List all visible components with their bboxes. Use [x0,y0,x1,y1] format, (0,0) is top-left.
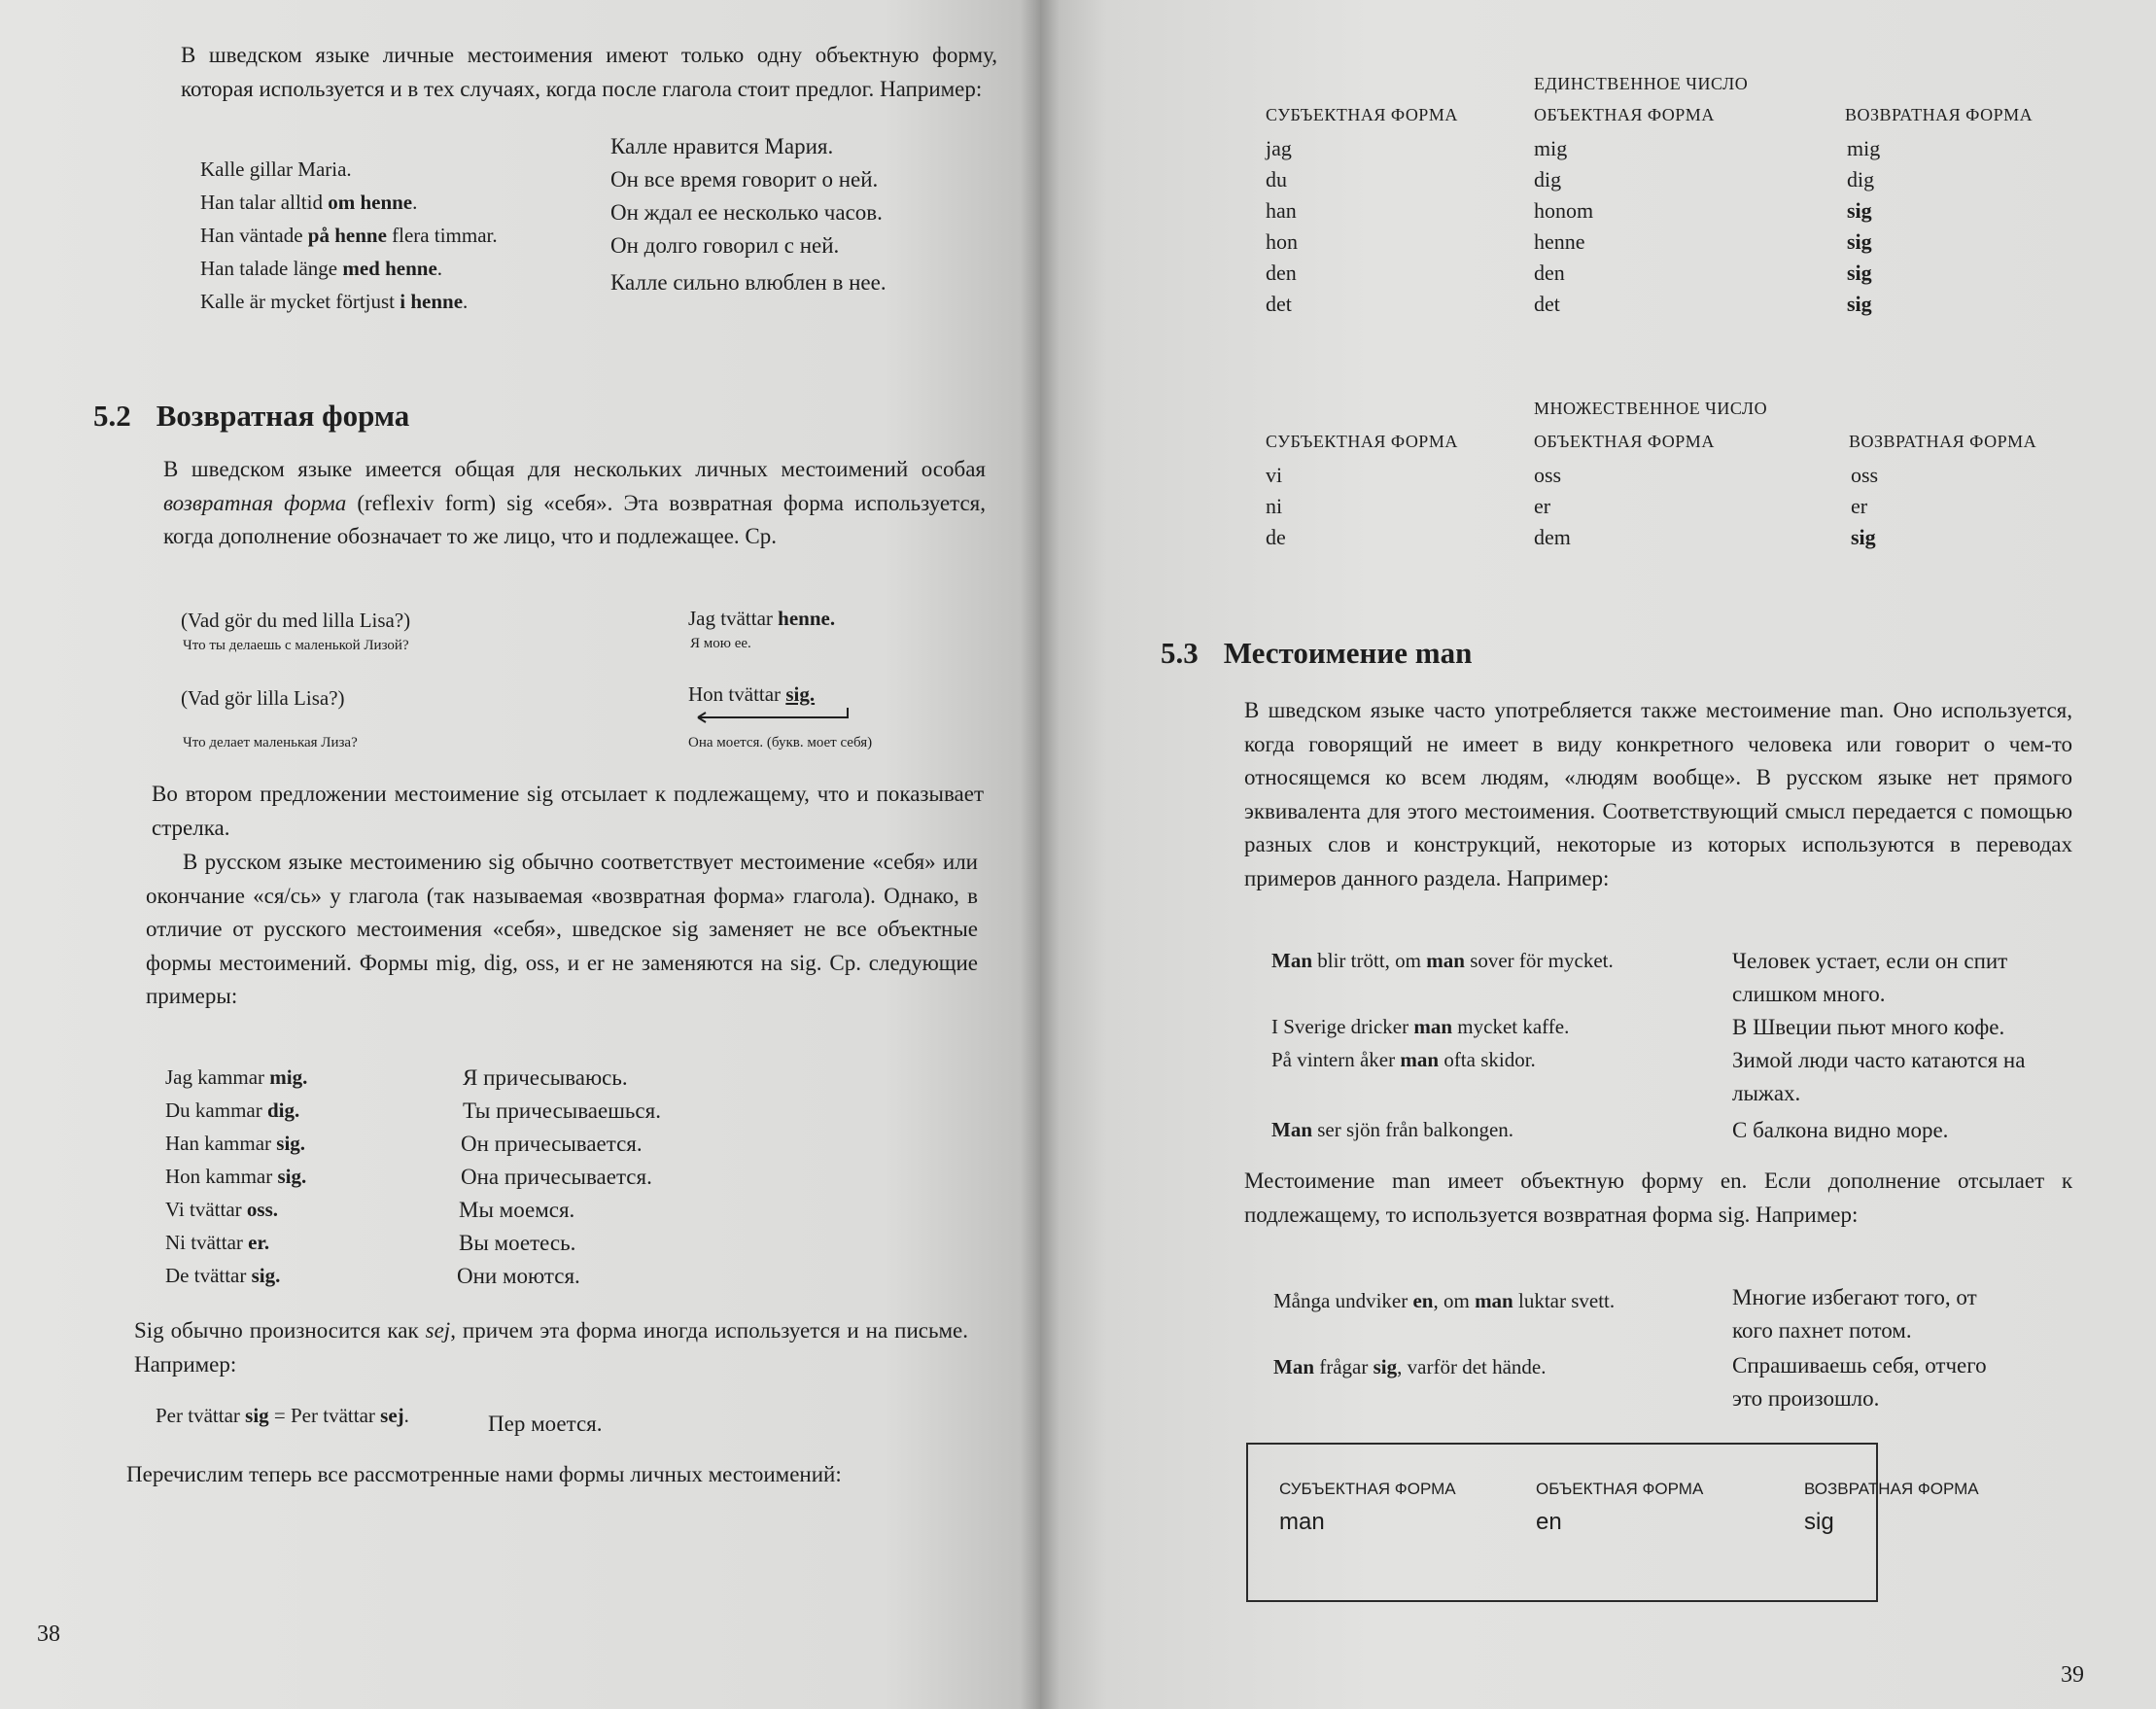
section-heading-5-2: 5.2 Возвратная форма [93,399,410,433]
example-ru: Он долго говорил с ней. [610,233,840,258]
example-ru: Ты причесываешься. [463,1099,661,1123]
box-header: СУБЪЕКТНАЯ ФОРМА [1279,1480,1456,1498]
example-ru: кого пахнет потом. [1732,1318,1912,1343]
table-cell: han [1266,198,1297,223]
box-value: en [1536,1509,1562,1535]
table-cell: sig [1847,198,1872,223]
example-ru: Он все время говорит о ней. [610,167,879,192]
table-cell: sig [1847,292,1872,316]
example-ru: Человек устает, если он спит [1732,949,2008,973]
example-sv: I Sverige dricker man mycket kaffe. [1271,1015,1570,1038]
table-cell: ni [1266,494,1283,518]
paragraph-sej: Sig обычно произносится как sej, причем эта форма иногда используется и на письме. Например: [134,1318,968,1377]
plural-label: МНОЖЕСТВЕННОЕ ЧИСЛО [1534,399,1768,418]
box-value: man [1279,1509,1325,1535]
answer-2: Hon tvättar sig. [688,682,816,706]
box-header: ВОЗВРАТНАЯ ФОРМА [1804,1480,1979,1498]
column-header: ОБЪЕКТНАЯ ФОРМА [1534,105,1715,124]
column-header: ВОЗВРАТНАЯ ФОРМА [1849,432,2037,451]
example-sv: Du kammar dig. [165,1099,300,1122]
answer-1-translation: Я мою ее. [690,636,751,651]
table-cell: dem [1534,525,1571,549]
page-number-right: 39 [2061,1662,2084,1688]
table-cell: de [1266,525,1286,549]
example-sv: Ni tvättar er. [165,1231,270,1254]
column-header: СУБЪЕКТНАЯ ФОРМА [1266,105,1458,124]
table-cell: det [1534,292,1560,316]
paragraph-reflexive: В шведском языке имеется общая для нескольких личных местоимений особая возвратная форма (reflexiv form) sig «себя». Эта возвратная форма используется, когда дополнение обозначает то же лицо, что и подлежащее. Ср. [163,457,987,548]
table-cell: oss [1534,463,1562,487]
example-ru: лыжах. [1732,1081,1801,1105]
question-2: (Vad gör lilla Lisa?) [181,686,345,710]
table-cell: er [1534,494,1551,518]
example-sv: Hon kammar sig. [165,1165,307,1188]
example-ru: Спрашиваешь себя, отчего [1732,1353,1987,1378]
man-forms-box [1246,1443,1979,1602]
table-cell: dig [1534,167,1562,192]
example-sv: Han kammar sig. [165,1132,306,1155]
table-cell: du [1266,167,1287,192]
answer-2-translation: Она моется. (букв. моет себя) [688,735,873,750]
box-header: ОБЪЕКТНАЯ ФОРМА [1536,1480,1704,1498]
example-ru: Многие избегают того, от [1732,1285,1977,1309]
example-sv: Vi tvättar oss. [165,1198,278,1221]
example-ru: Зимой люди часто катаются на [1732,1048,2026,1072]
intro-paragraph: В шведском языке личные местоимения имеют только одну объектную форму, которая используется и в тех случаях, когда после глагола стоит предлог. Например: [181,43,997,101]
column-header: ВОЗВРАТНАЯ ФОРМА [1845,105,2034,124]
singular-label: ЕДИНСТВЕННОЕ ЧИСЛО [1534,74,1749,93]
question-2-translation: Что делает маленькая Лиза? [183,735,358,750]
table-cell: honom [1534,198,1594,223]
question-1: (Vad gör du med lilla Lisa?) [181,609,411,632]
paragraph-summary-intro: Перечислим теперь все рассмотренные нами формы личных местоимений: [126,1462,842,1486]
example-sv: Han väntade på henne flera timmar. [200,224,498,247]
paragraph-arrow-note: Во втором предложении местоимение sig отсылает к подлежащему, что и показывает стрелка. [152,782,984,840]
table-cell: henne [1534,229,1585,254]
column-header: ОБЪЕКТНАЯ ФОРМА [1534,432,1715,451]
page-number-left: 38 [37,1622,60,1647]
example-sv: Han talade länge med henne. [200,257,443,280]
example-ru: это произошло. [1732,1386,1880,1411]
example-sv: De tvättar sig. [165,1264,281,1287]
answer-1: Jag tvättar henne. [688,607,836,630]
table-cell: mig [1847,136,1881,160]
example-sv: Kalle gillar Maria. [200,157,352,181]
example-ru: Она причесывается. [461,1165,652,1189]
table-cell: mig [1534,136,1568,160]
table-cell: sig [1847,261,1872,285]
example-ru: Они моются. [457,1264,580,1288]
table-cell: den [1534,261,1565,285]
question-1-translation: Что ты делаешь с маленькой Лизой? [183,638,409,653]
example-ru: В Швеции пьют много кофе. [1732,1015,2005,1039]
sej-example: Per tvättar sig = Per tvättar sej. [156,1404,409,1427]
table-cell: er [1851,494,1868,518]
example-sv: Kalle är mycket förtjust i henne. [200,290,469,313]
column-header: СУБЪЕКТНАЯ ФОРМА [1266,432,1458,451]
example-sv: Man frågar sig, varför det hände. [1273,1355,1547,1378]
table-cell: dig [1847,167,1875,192]
book-gutter [1021,0,1060,1709]
example-ru: Он ждал ее несколько часов. [610,200,883,225]
table-cell: oss [1851,463,1879,487]
example-ru: Он причесывается. [461,1132,643,1156]
example-sv: Han talar alltid om henne. [200,191,418,214]
box-value: sig [1804,1509,1834,1535]
table-cell: hon [1266,229,1298,254]
example-ru: Калле сильно влюблен в нее. [610,270,887,295]
example-ru: Мы моемся. [459,1198,575,1222]
example-sv: Man blir trött, om man sover för mycket. [1271,949,1614,972]
example-ru: С балкона видно море. [1732,1118,1949,1142]
example-ru: Я причесываюсь. [463,1065,628,1090]
left-page [0,0,1040,1709]
table-cell: den [1266,261,1297,285]
table-cell: jag [1266,136,1292,160]
table-cell: sig [1851,525,1876,549]
example-sv: På vintern åker man ofta skidor. [1271,1048,1536,1071]
paragraph-man: В шведском языке часто употребляется также местоимение man. Оно используется, когда говорящий не имеет в виду конкретного человека или говорит о чем-то относящемся ко всем людям, «людям вообще». В русском языке нет прямого эквивалента для этого местоимения. Соответствующий смысл передается с помощью разных слов и конструкций, некоторые из которых используются в переводах примеров данного раздела. Например: [1244,698,2072,890]
paragraph-man-object: Местоимение man имеет объектную форму en. Если дополнение отсылает к подлежащему, то используется возвратная форма sig. Например: [1244,1168,2072,1227]
example-sv: Man ser sjön från balkongen. [1271,1118,1514,1141]
example-ru: слишком много. [1732,982,1886,1006]
reference-arrow-icon [686,702,861,723]
paragraph-russian-comparison: В русском языке местоимению sig обычно соответствует местоимение «себя» или окончание «ся/сь» у глагола (так называемая «возвратная форма» глагола). Однако, в отличие от русского местоимения «себя», шведское sig заменяет не все объектные формы местоимений. Формы mig, dig, oss, и er не заменяются на sig. Ср. следующие примеры: [146,850,978,1008]
example-ru: Калле нравится Мария. [610,134,834,158]
example-ru: Вы моетесь. [459,1231,576,1255]
section-heading-5-3: 5.3 Местоимение man [1161,636,1473,670]
example-sv: Många undviker en, om man luktar svett. [1273,1289,1616,1312]
sej-example-ru: Пер моется. [488,1412,603,1436]
table-cell: det [1266,292,1292,316]
example-sv: Jag kammar mig. [165,1065,308,1089]
table-cell: sig [1847,229,1872,254]
table-cell: vi [1266,463,1283,487]
